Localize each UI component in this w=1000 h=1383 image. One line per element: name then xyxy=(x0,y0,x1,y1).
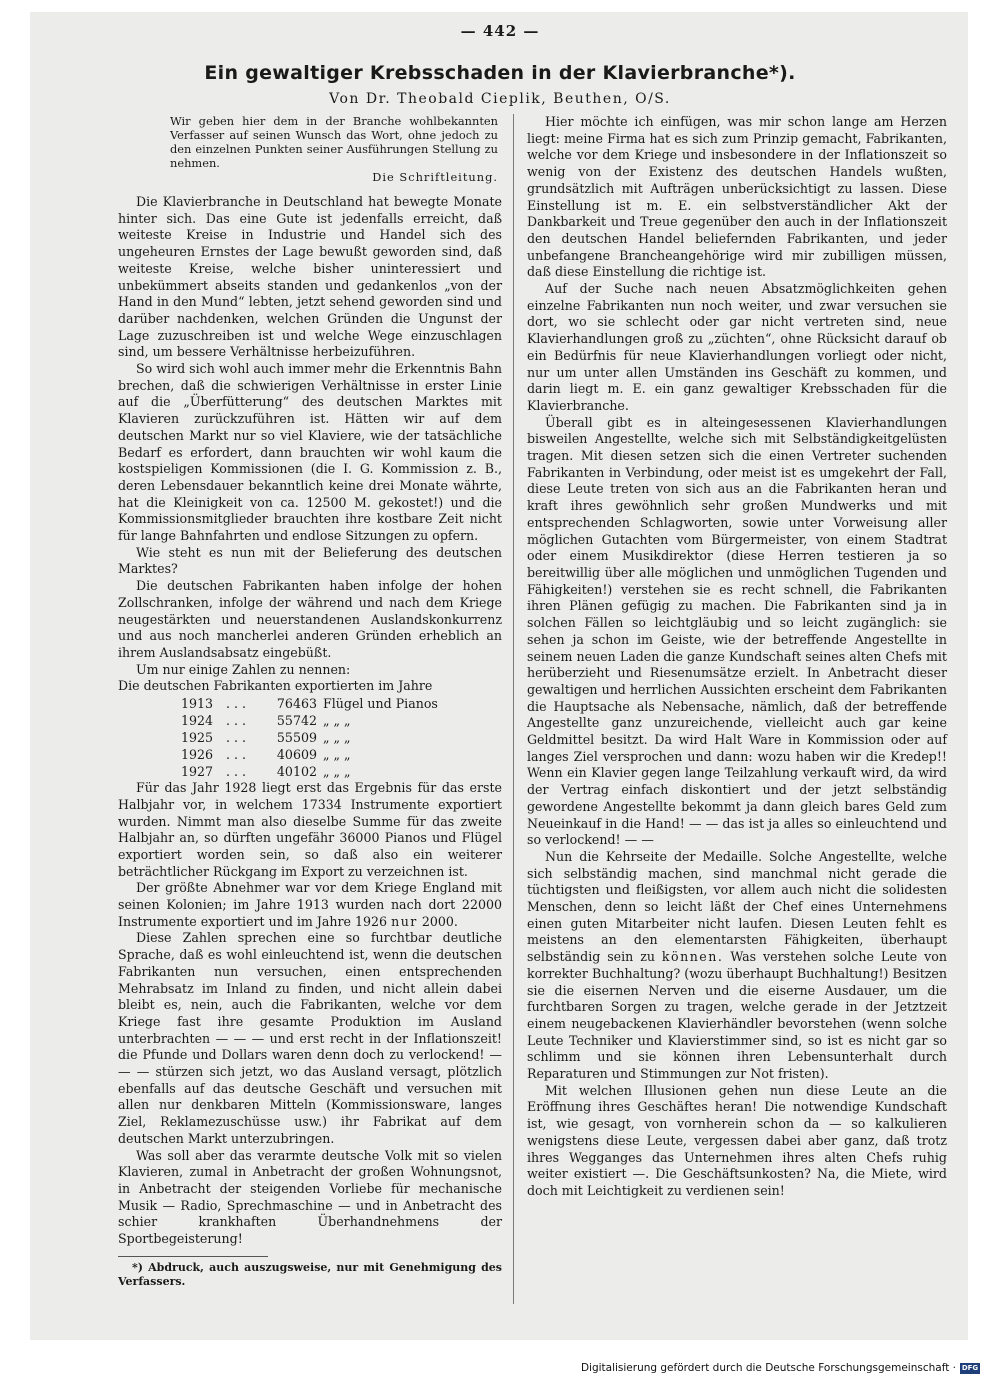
article-title: Ein gewaltiger Krebsschaden in der Klavierbranche*). xyxy=(204,62,796,84)
editor-signature: Die Schriftleitung. xyxy=(372,170,498,184)
paragraph: Mit welchen Illusionen gehen nun diese Leute an die Eröffnung ihres Geschäftes heran! Die notwendige Kundschaft ist, wie gesagt, von vornherein schon da — so kalkulieren wenigstens diese Leute, vergessen dabei aber ganz, daß trotz ihres Wegganges das Unternehmen ihres alten Chefs ruhig weiter existiert —. Die Geschäftsunkosten? Na, die Miete, wird doch mit Leichtigkeit zu verdienen sein! xyxy=(527,1082,947,1198)
paragraph-text: 2000. xyxy=(421,913,458,929)
paragraph: Die Klavierbranche in Deutschland hat bewegte Monate hinter sich. Das eine Gute ist jedenfalls erreicht, daß weiteste Kreise in Industrie und Handel sich des ungeheuren Ernstes der Lage bewußt geworden sind, daß weiteste Kreise, welche bisher uninteressiert und unbekümmert abseits standen und gedankenlos „von der Hand in den Mund“ lebten, jetzt sehend geworden sind und darüber nachdenken, welchen Gründen die Ungunst der Lage zuzuschreiben ist und welche Wege einzuschlagen sind, um bessere Verhältnisse herbeizuführen. xyxy=(118,194,502,360)
footer-credit xyxy=(581,1362,980,1374)
export-row xyxy=(118,763,502,780)
paragraph: Diese Zahlen sprechen eine so furchtbar deutliche Sprache, daß es wohl einleuchtend ist, wenn die deutschen Fabrikanten nun versuchen, einen entsprechenden Mehrabsatz im Inland zu finden, und nicht allein dabei bleibt es, nein, auch die Fabrikanten, welche vor dem Kriege fast ihre gesamte Produktion im Ausland unterbrachten — — — und erst recht in der Inflationszeit! die Pfunde und Dollars waren denn doch zu verlockend! — — — stürzen sich jetzt, wo das Ausland versagt, plötzlich ebenfalls auf das deutsche Geschäft und versuchen mit allen nur denkbaren Mitteln (Kommissionsware, langes Ziel, Reklamezuschüsse usw.) ihr Fabrikat auf dem deutschen Markt unterzubringen. xyxy=(118,930,502,1146)
export-year: 1924 xyxy=(180,713,213,729)
export-leader: . . . xyxy=(225,764,247,780)
page-number: — 442 — xyxy=(460,22,540,40)
export-row xyxy=(118,746,502,763)
right-column xyxy=(527,114,947,1200)
export-row xyxy=(118,712,502,729)
export-count: 76463 xyxy=(276,696,317,712)
export-count: 55742 xyxy=(276,713,317,729)
emphasis: nur xyxy=(391,913,418,929)
editor-note xyxy=(170,114,498,184)
paragraph: Auf der Suche nach neuen Absatzmöglichkeiten gehen einzelne Fabrikanten nun noch weiter, und zwar versuchen sie dort, wo sie schlecht oder gar nicht vertreten sind, neue Klavierhandlungen groß zu „züchten“, ohne Rücksicht darauf ob ein Bedürfnis für neue Klavierhandlungen vorliegt oder nicht, nur um unter allen Umständen ins Geschäft zu kommen, und darin liegt m. E. ein ganz gewaltiger Krebsschaden für die Klavierbranche. xyxy=(527,281,947,413)
paragraph-text: Nun die Kehrseite der Medaille. Solche Angestellte, welche sich selbständig machen, sind manchmal nicht gerade die tüchtigsten und fleißigsten, vor allem auch nicht die solidesten Menschen, denn so leicht läßt der Chef eines Unternehmens einen guten Mitarbeiter nicht laufen. Diesen Leuten fehlt es meistens an den elementarsten Fähigkeiten, überhaupt selbständig sein zu xyxy=(527,848,947,965)
paragraph: Für das Jahr 1928 liegt erst das Ergebnis für das erste Halbjahr vor, in welchem 17334 Instrumente exportiert wurden. Nimmt man also dieselbe Summe für das zweite Halbjahr an, so dürften ungefähr 36000 Pianos und Flügel exportiert worden sein, so daß also ein weiterer beträchtlicher Rückgang im Export zu verzeichnen ist. xyxy=(118,780,502,879)
export-label: Flügel und Pianos xyxy=(323,696,438,712)
paragraph xyxy=(527,849,947,1083)
paragraph: Um nur einige Zahlen zu nennen: xyxy=(136,661,351,677)
export-year: 1925 xyxy=(180,730,213,746)
paragraph: Die deutschen Fabrikanten haben infolge der hohen Zollschranken, infolge der während und nach dem Kriege neugestärkten und neuerstandenen Auslandskonkurrenz und aus noch mancherlei anderen Gründen erheblich an ihrem Auslandsabsatz eingebüßt. xyxy=(118,578,502,660)
paragraph: Was soll aber das verarmte deutsche Volk mit so vielen Klavieren, zumal in Anbetracht der großen Wohnungsnot, in Anbetracht der steigenden Vorliebe für mechanische Musik — Radio, Sprechmaschine — und in Anbetracht des schier krankhaften Überhandnehmens der Sportbegeisterung! xyxy=(118,1147,502,1247)
column-divider xyxy=(513,114,514,1304)
export-row xyxy=(118,695,502,712)
export-year: 1927 xyxy=(180,764,213,780)
export-leader: . . . xyxy=(225,730,247,746)
export-table-lead: Die deutschen Fabrikanten exportierten im Jahre xyxy=(118,678,433,694)
paragraph: Hier möchte ich einfügen, was mir schon lange am Herzen liegt: meine Firma hat es sich zum Prinzip gemacht, Fabrikanten, welche vor dem Kriege und insbesondere in der Inflationszeit so wenig von der Existenz des deutschen Handels wußten, grundsätzlich mit Aufträgen unberücksichtigt zu lassen. Diese Einstellung ist m. E. ein selbstverständlicher Akt der Dankbarkeit und Treue gegenüber den auch in der Inflationszeit den deutschen Handel beliefernden Fabrikanten, und jeder unbefangene Brancheangehörige wird mir zubilligen müssen, daß diese Einstellung die richtige ist. xyxy=(527,114,947,280)
footnote-rule xyxy=(118,1256,268,1257)
paragraph: Überall gibt es in alteingesessenen Klavierhandlungen bisweilen Angestellte, welche sich mit Selbständigkeitgelüsten tragen. Mit diesen setzen sich die einen Vertreter suchenden Fabrikanten in Verbindung, oder meist ist es umgekehrt der Fall, diese Leute treten von sich aus an die Fabrikanten heran und kraft ihres gewöhnlich sehr großen Mundwerks und mit entsprechenden Schlagworten, sowie unter Vorweisung aller möglichen Gutachten vom Bürgermeister, von einem Stadtrat oder einem Musikdirektor (diese Herren testieren ja so bereitwillig über alle möglichen und unmöglichen Tugenden und Fähigkeiten!) verstehen sie es recht schnell, die Fabrikanten ihren Plänen gefügig zu machen. Die Fabrikanten sind ja in solchen Fällen so leichtgläubig und so leicht zugänglich: sie sehen ja schon im Geiste, wie der betreffende Angestellte in seinem neuen Laden die ganze Kundschaft seines alten Chefs mit herüberzieht und Riesenumsätze erzielt. In Anbetracht dieser gewaltigen und herrlichen Aussichten erscheint dem Fabrikanten die Hauptsache als Nebensache, nämlich, daß der betreffende Angestellte ganz unzureichende, vielleicht auch gar keine Geldmittel besitzt. Da wird Halt Ware in Kommission oder auf langes Ziel versprochen und dann: wozu haben wir die Kredep!! Wenn ein Klavier gegen lange Teilzahlung verkauft wird, da wird der Vertrag einfach diskontiert und der jetzt selbständig gewordene Angestellte bekommt ja dann gleich bares Geld zum Neueinkauf in die Hand! — — das ist ja alles so einleuchtend und so verlockend! — — xyxy=(527,414,947,848)
export-count: 40102 xyxy=(276,764,317,780)
emphasis: können. xyxy=(661,949,724,965)
export-leader: . . . xyxy=(225,696,247,712)
export-count: 40609 xyxy=(276,747,317,763)
export-label: „ „ „ xyxy=(323,764,351,780)
paragraph xyxy=(118,880,502,930)
paragraph-text: Was verstehen solche Leute von korrekter Buchhaltung? (wozu überhaupt Buchhaltung!) Besitzen sie die eisernen Nerven und die eiserne Ausdauer, um die furchtbaren Sorgen zu tragen, welche gerade in der Jetztzeit einem neugebackenen Klavierhändler bevorstehen (wenn solche Leute Techniker und Klavierstimmer sind, so ist es nicht gar so schlimm und sie können ihren Lebensunterhalt durch Reparaturen und Stimmungen zur Not fristen). xyxy=(527,949,947,1082)
export-year: 1926 xyxy=(180,747,213,763)
export-row xyxy=(118,729,502,746)
left-column xyxy=(118,114,502,1289)
dfg-logo: DFG xyxy=(961,1363,979,1372)
export-leader: . . . xyxy=(225,747,247,763)
footer-credit-text: Digitalisierung gefördert durch die Deutsche Forschungsgemeinschaft · xyxy=(580,1362,956,1374)
footnote: *) Abdruck, auch auszugsweise, nur mit Genehmigung des Verfassers. xyxy=(118,1260,502,1288)
export-leader: . . . xyxy=(225,713,247,729)
export-year: 1913 xyxy=(180,696,213,712)
paragraph-text: Der größte Abnehmer war vor dem Kriege England mit seinen Kolonien; im Jahre 1913 wurden nach dort 22000 Instrumente exportiert und im Jahre 1926 xyxy=(118,880,502,929)
article-author: Von Dr. Theobald Cieplik, Beuthen, O/S. xyxy=(329,91,671,107)
export-label: „ „ „ xyxy=(323,730,351,746)
export-label: „ „ „ xyxy=(323,713,351,729)
export-label: „ „ „ xyxy=(323,747,351,763)
paragraph: Wie steht es nun mit der Belieferung des deutschen Marktes? xyxy=(118,544,502,577)
export-count: 55509 xyxy=(276,730,317,746)
export-table xyxy=(118,678,502,780)
paragraph: So wird sich wohl auch immer mehr die Erkenntnis Bahn brechen, daß die schwierigen Verhältnisse in erster Linie auf die „Überfütterung“ des deutschen Marktes mit Klavieren zurückzuführen ist. Hätten wir auf dem deutschen Markt nur so viel Klaviere, wie der tatsächliche Bedarf es erfordert, dann brauchten wir wohl kaum die kostspieligen Kommissionen (die I. G. Kommission z. B., deren Lebensdauer bekanntlich keine drei Monate währte, hat die Kleinigkeit von ca. 12500 M. gekostet!) und die Kommissionsmitglieder brauchten ihre kostbare Zeit nicht für lange Bahnfahrten und endlose Sitzungen zu opfern. xyxy=(118,361,502,544)
editor-note-text: Wir geben hier dem in der Branche wohlbekannten Verfasser auf seinen Wunsch das Wort, ohne jedoch zu den einzelnen Punkten seiner Ausführungen Stellung zu nehmen. xyxy=(170,114,498,170)
